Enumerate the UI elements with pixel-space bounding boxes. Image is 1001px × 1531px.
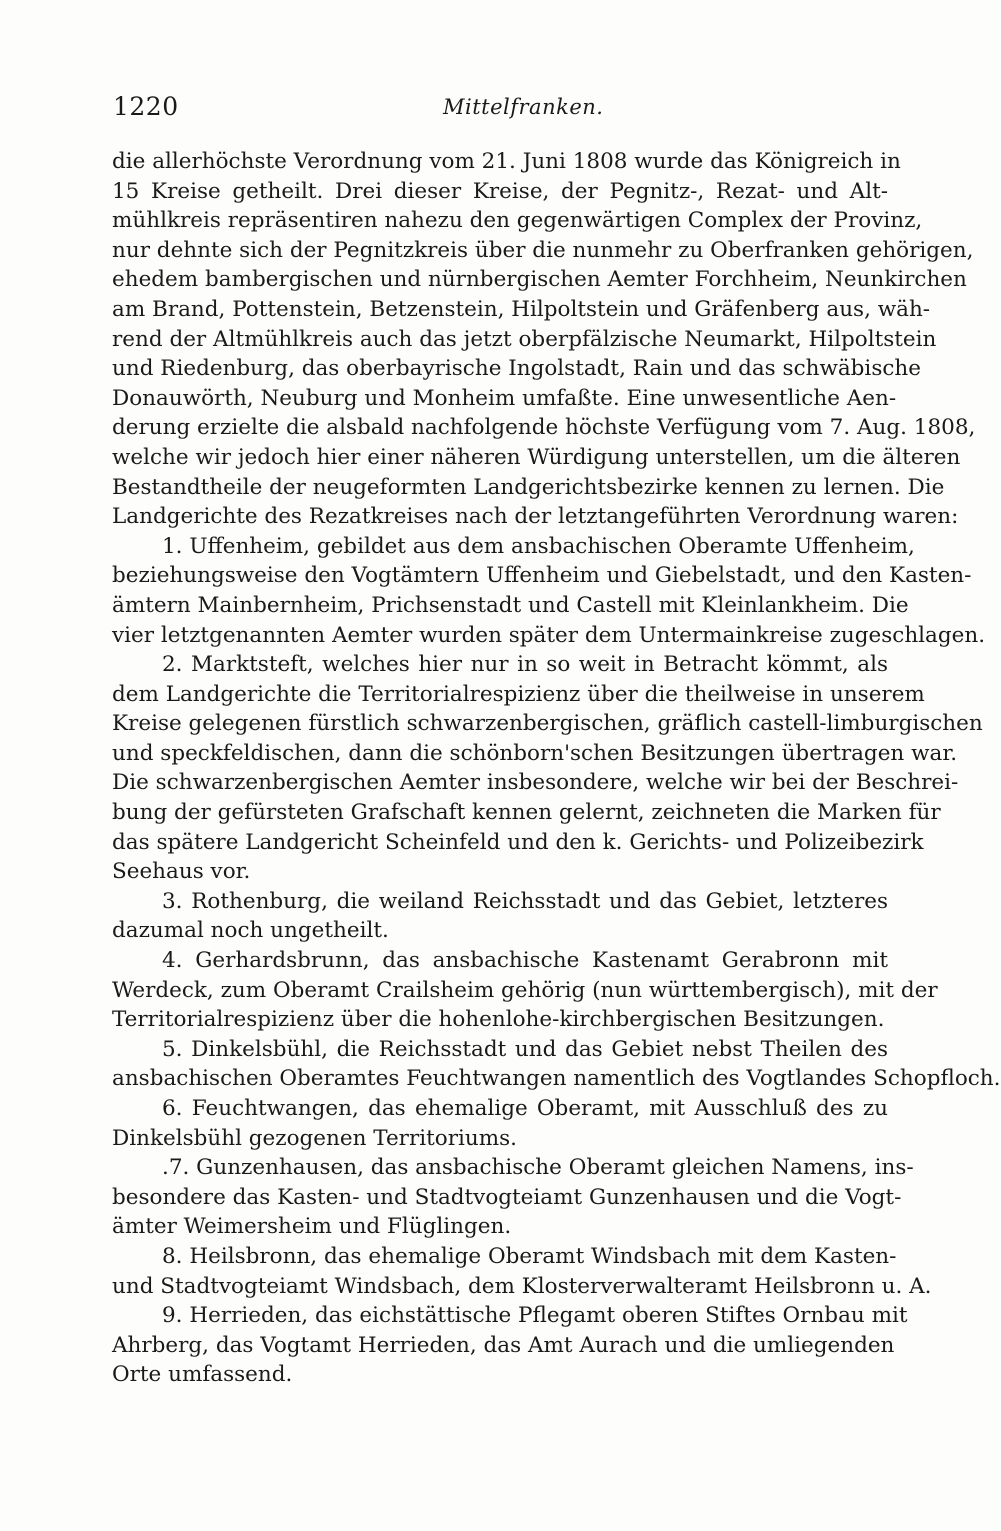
text-line: und Riedenburg, das oberbayrische Ingolstadt, Rain und das schwäbische [112,356,921,382]
text-line: 9. Herrieden, das eichstättische Pflegamt oberen Stiftes Ornbau mit [162,1303,908,1329]
text-line: Territorialrespizienz über die hohenlohe-kirchbergischen Besitzungen. [112,1007,885,1033]
text-line: mühlkreis repräsentiren nahezu den gegenwärtigen Complex der Provinz, [112,208,923,234]
text-line: Bestandtheile der neugeformten Landgerichtsbezirke kennen zu lernen. Die [112,474,945,500]
text-line: vier letztgenannten Aemter wurden später dem Untermainkreise zugeschlagen. [112,622,986,648]
text-line: und speckfeldischen, dann die schönborn'schen Besitzungen übertragen war. [112,740,958,766]
text-line: am Brand, Pottenstein, Betzenstein, Hilpoltstein und Gräfenberg aus, wäh- [112,296,931,322]
text-line: 8. Heilsbronn, das ehemalige Oberamt Windsbach mit dem Kasten- [162,1243,897,1269]
text-line: 4. Gerhardsbrunn, das ansbachische Kastenamt Gerabronn mit [162,948,888,974]
text-line: ämtern Mainbernheim, Prichsenstadt und Castell mit Kleinlankheim. Die [112,592,909,618]
text-line: Landgerichte des Rezatkreises nach der letztangeführten Verordnung waren: [112,504,959,530]
text-line: Dinkelsbühl gezogenen Territoriums. [112,1125,517,1151]
text-line: 6. Feuchtwangen, das ehemalige Oberamt, mit Ausschluß des zu [162,1096,888,1121]
text-line: derung erzielte die alsbald nachfolgende höchste Verfügung vom 7. Aug. 1808, [112,415,976,441]
text-line: Werdeck, zum Oberamt Crailsheim gehörig (nun württembergisch), mit der [112,977,938,1003]
text-line: Donauwörth, Neuburg und Monheim umfaßte. Eine unwesentliche Aen- [112,385,897,411]
text-line: welche wir jedoch hier einer näheren Würdigung unterstellen, um die älteren [112,444,961,470]
text-line: 3. Rothenburg, die weiland Reichsstadt und das Gebiet, letzteres [162,888,888,914]
text-line: Orte umfassend. [112,1362,293,1388]
text-line: dem Landgerichte die Territorialrespizienz über die theilweise in unserem [112,681,925,707]
page-number: 1220 [113,92,179,121]
text-line: Ahrberg, das Vogtamt Herrieden, das Amt Aurach und die umliegenden [112,1332,895,1358]
text-line: ehedem bambergischen und nürnbergischen Aemter Forchheim, Neunkirchen [112,267,967,293]
text-line: Kreise gelegenen fürstlich schwarzenbergischen, gräflich castell-limburgischen [112,711,983,737]
text-line: dazumal noch ungetheilt. [112,918,389,944]
text-line: ansbachischen Oberamtes Feuchtwangen namentlich des Vogtlandes Schopfloch. [112,1066,1001,1092]
text-line: rend der Altmühlkreis auch das jetzt oberpfälzische Neumarkt, Hilpoltstein [112,326,937,352]
text-line: 15 Kreise getheilt. Drei dieser Kreise, der Pegnitz-, Rezat- und Alt- [112,178,888,204]
text-line: und Stadtvogteiamt Windsbach, dem Klosterverwalteramt Heilsbronn u. A. [112,1273,932,1299]
text-line: ämter Weimersheim und Flüglingen. [112,1214,512,1240]
text-line: 5. Dinkelsbühl, die Reichsstadt und das Gebiet nebst Theilen des [162,1036,888,1062]
text-line: Seehaus vor. [112,859,251,885]
body-text [112,147,1001,1390]
text-line: bung der gefürsteten Grafschaft kennen gelernt, zeichneten die Marken für [112,800,941,826]
text-line: 1. Uffenheim, gebildet aus dem ansbachischen Oberamte Uffenheim, [162,533,915,559]
text-line: 2. Marktsteft, welches hier nur in so weit in Betracht kömmt, als [162,652,888,678]
text-line: .7. Gunzenhausen, das ansbachische Oberamt gleichen Namens, ins- [162,1155,914,1181]
running-title: Mittelfranken. [443,95,604,119]
text-line: Die schwarzenbergischen Aemter insbesondere, welche wir bei der Beschrei- [112,770,959,796]
page-header [113,92,888,132]
text-line: nur dehnte sich der Pegnitzkreis über die nunmehr zu Oberfranken gehörigen, [112,237,974,263]
text-line: besondere das Kasten- und Stadtvogteiamt Gunzenhausen und die Vogt- [112,1184,902,1210]
text-line: die allerhöchste Verordnung vom 21. Juni 1808 wurde das Königreich in [112,149,901,174]
text-line: beziehungsweise den Vogtämtern Uffenheim und Giebelstadt, und den Kasten- [112,563,972,589]
text-line: das spätere Landgericht Scheinfeld und den k. Gerichts- und Polizeibezirk [112,829,924,855]
